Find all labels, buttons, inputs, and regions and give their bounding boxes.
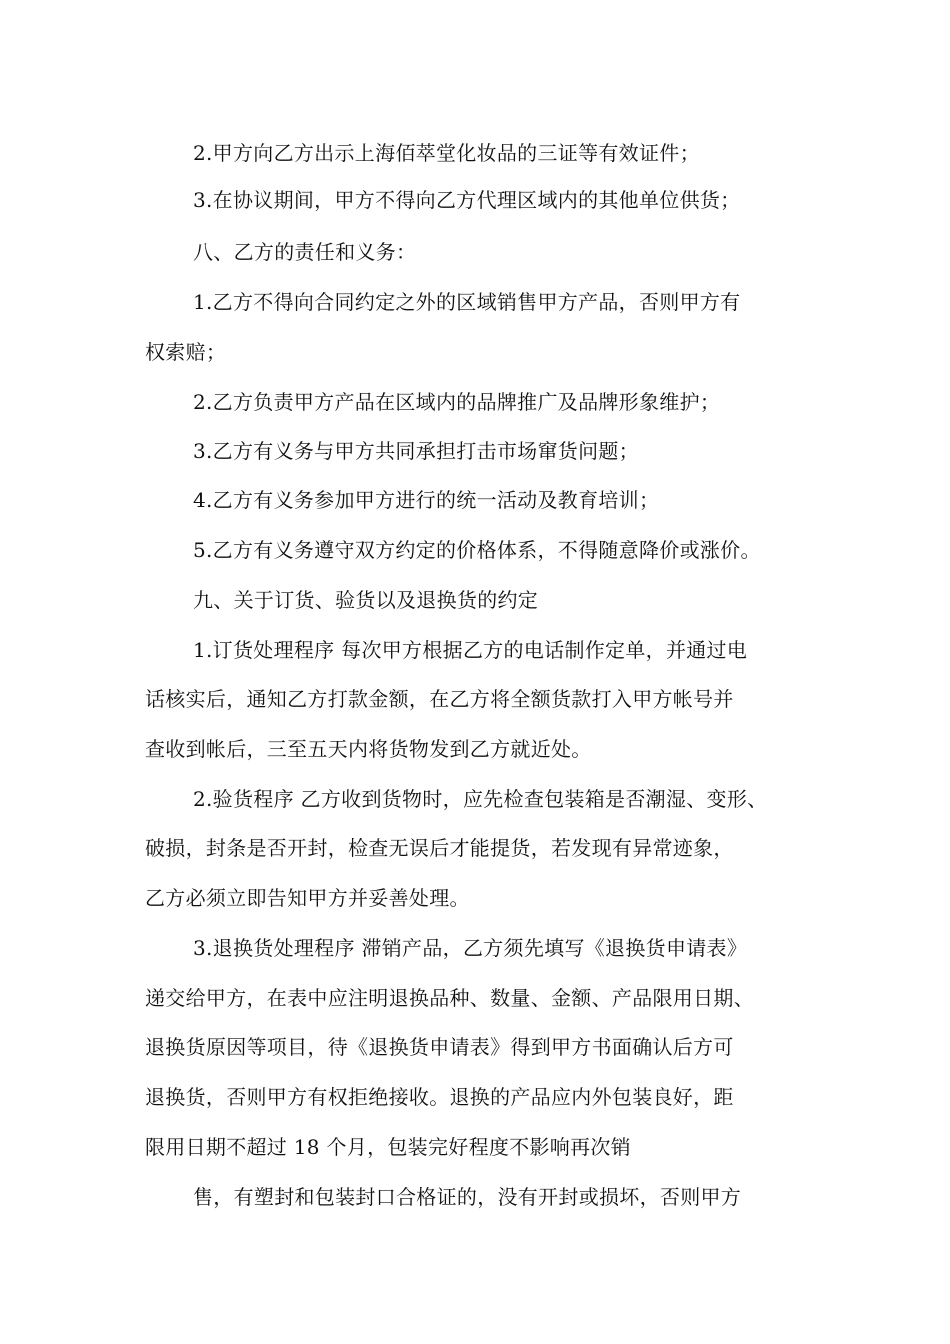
text-line: 3.在协议期间，甲方不得向乙方代理区域内的其他单位供货； <box>193 188 741 212</box>
text-line: 话核实后，通知乙方打款金额，在乙方将全额货款打入甲方帐号并 <box>145 687 734 711</box>
text-line: 售，有塑封和包装封口合格证的，没有开封或损坏，否则甲方 <box>193 1185 742 1209</box>
text-line: 2.乙方负责甲方产品在区域内的品牌推广及品牌形象维护； <box>193 390 721 414</box>
text-line: 限用日期不超过 18 个月，包装完好程度不影响再次销 <box>145 1135 631 1159</box>
text-line: 2.验货程序 乙方收到货物时，应先检查包装箱是否潮湿、变形、 <box>193 787 768 811</box>
text-line: 乙方必须立即告知甲方并妥善处理。 <box>145 886 470 910</box>
text-line: 权索赔； <box>145 340 227 364</box>
text-line: 4.乙方有义务参加甲方进行的统一活动及教育培训； <box>193 488 660 512</box>
text-line: 破损，封条是否开封，检查无误后才能提货，若发现有异常迹象， <box>145 836 734 860</box>
text-line: 退换货原因等项目，待《退换货申请表》得到甲方书面确认后方可 <box>145 1035 734 1059</box>
text-line: 查收到帐后，三至五天内将货物发到乙方就近处。 <box>145 737 592 761</box>
text-line: 2.甲方向乙方出示上海佰萃堂化妆品的三证等有效证件； <box>193 141 700 165</box>
text-line: 3.退换货处理程序 滞销产品，乙方须先填写《退换货申请表》 <box>193 936 748 960</box>
text-line: 1.乙方不得向合同约定之外的区域销售甲方产品，否则甲方有 <box>193 290 741 314</box>
text-line: 退换货，否则甲方有权拒绝接收。退换的产品应内外包装良好，距 <box>145 1085 734 1109</box>
text-line: 3.乙方有义务与甲方共同承担打击市场窜货问题； <box>193 439 639 463</box>
section-heading: 八、乙方的责任和义务： <box>193 240 417 264</box>
text-line: 1.订货处理程序 每次甲方根据乙方的电话制作定单，并通过电 <box>193 638 748 662</box>
text-line: 5.乙方有义务遵守双方约定的价格体系，不得随意降价或涨价。 <box>193 538 761 562</box>
section-heading: 九、关于订货、验货以及退换货的约定 <box>193 588 539 612</box>
text-line: 递交给甲方，在表中应注明退换品种、数量、金额、产品限用日期、 <box>145 986 754 1010</box>
